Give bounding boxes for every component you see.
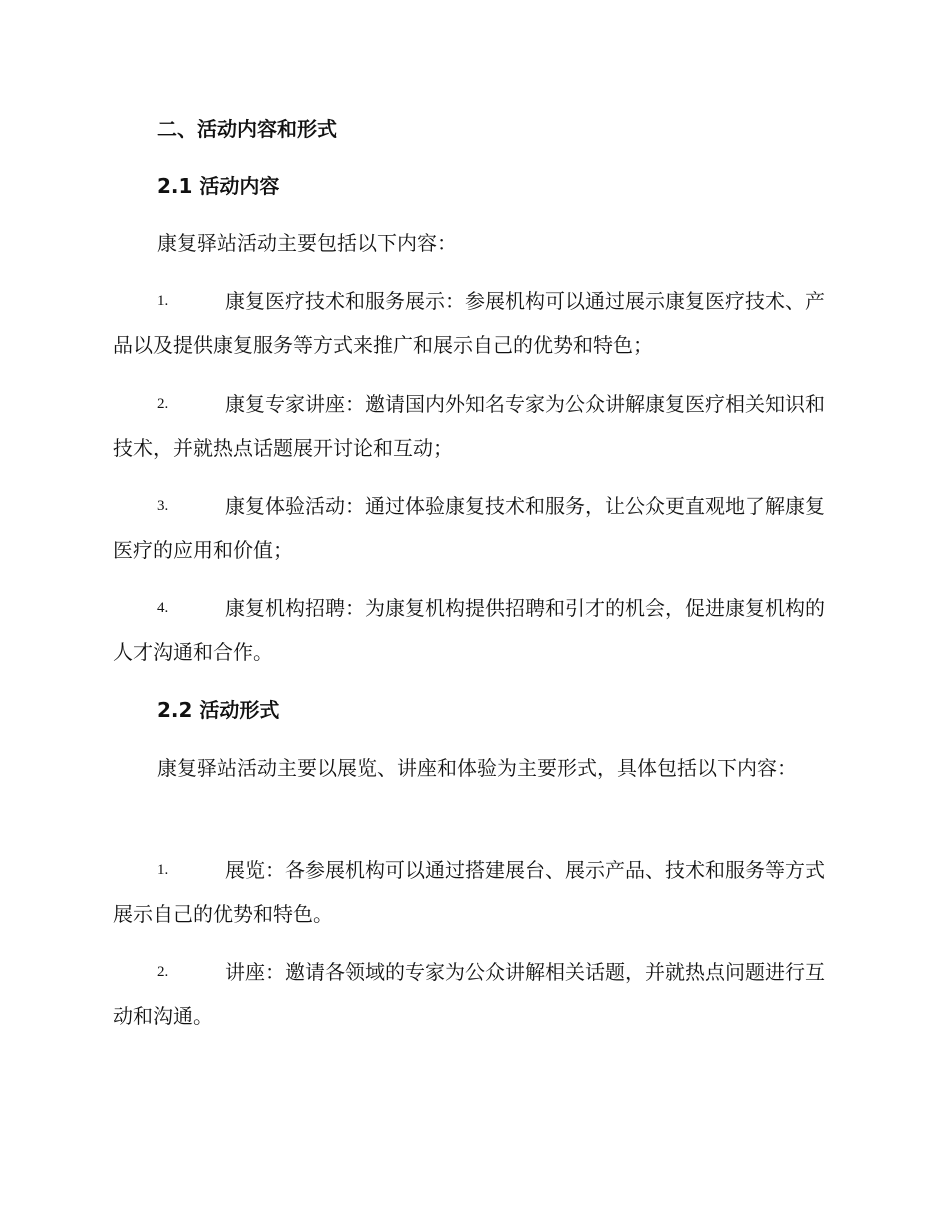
content-list-item <box>113 484 838 572</box>
content-intro-paragraph: 康复驿站活动主要包括以下内容： <box>157 231 457 255</box>
list-item-text: 康复医疗技术和服务展示：参展机构可以通过展示康复医疗技术、产品以及提供康复服务等方式来推广和展示自己的优势和特色； <box>113 289 825 357</box>
list-item-number: 2. <box>157 964 169 980</box>
list-item-number: 1. <box>157 293 169 309</box>
subsection-title-format: 2.2 活动形式 <box>157 698 280 722</box>
list-item-number: 2. <box>157 396 169 412</box>
list-item-text: 康复机构招聘：为康复机构提供招聘和引才的机会，促进康复机构的人才沟通和合作。 <box>113 596 825 664</box>
section-title: 二、活动内容和形式 <box>157 117 337 141</box>
list-item-text: 康复专家讲座：邀请国内外知名专家为公众讲解康复医疗相关知识和技术，并就热点话题展开讨论和互动； <box>113 392 825 460</box>
format-intro-paragraph: 康复驿站活动主要以展览、讲座和体验为主要形式，具体包括以下内容： <box>157 756 797 780</box>
format-list-item <box>113 848 838 936</box>
list-item-number: 4. <box>157 600 169 616</box>
content-list-item <box>113 382 838 470</box>
subsection-title-content: 2.1 活动内容 <box>157 174 280 198</box>
format-list-item <box>113 950 838 1038</box>
content-list-item <box>113 279 838 367</box>
list-item-number: 3. <box>157 498 169 514</box>
list-item-text: 康复体验活动：通过体验康复技术和服务，让公众更直观地了解康复医疗的应用和价值； <box>113 494 825 562</box>
list-item-number: 1. <box>157 862 169 878</box>
content-list-item <box>113 586 838 674</box>
list-item-text: 展览：各参展机构可以通过搭建展台、展示产品、技术和服务等方式展示自己的优势和特色。 <box>113 858 825 926</box>
list-item-text: 讲座：邀请各领域的专家为公众讲解相关话题，并就热点问题进行互动和沟通。 <box>113 960 825 1028</box>
